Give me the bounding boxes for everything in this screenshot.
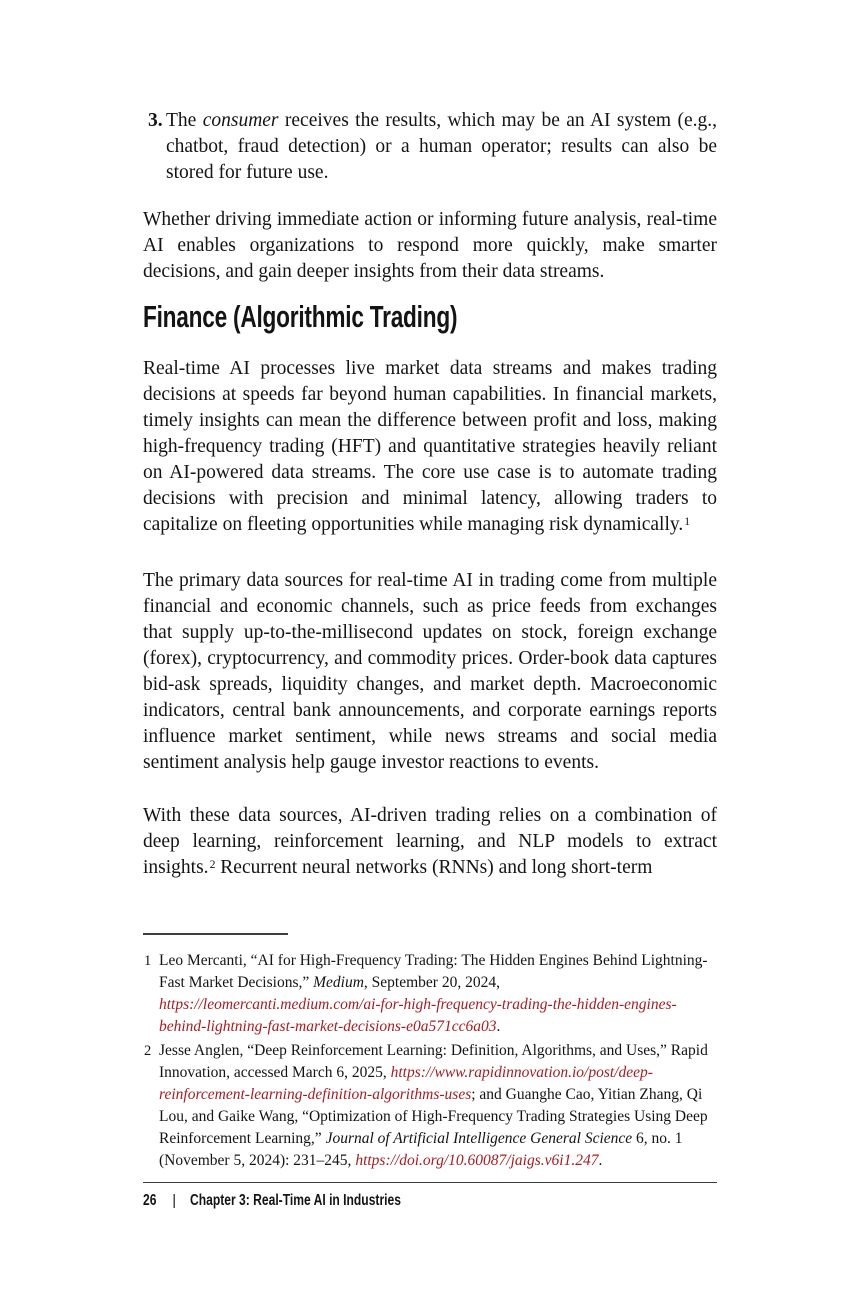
text-run: consumer — [202, 110, 279, 131]
text-run: The — [166, 110, 203, 131]
section-heading-text: Finance (Algorithmic Trading) — [143, 299, 458, 334]
page-number: 26 — [143, 1192, 157, 1209]
footnote-text — [159, 950, 717, 1038]
footnote-number: 1 — [144, 953, 152, 969]
footer-rule — [143, 1182, 717, 1183]
text-run: Real-time AI processes live market data streams and makes trading decisions at speeds far beyond human capabilities. In financial markets, timely insights can mean the difference between profit and loss, making high-frequency trading (HFT) and quantitative strategies heavily reliant on AI-powered data streams. The core use case is to automate trading decisions with precision and minimal latency, allowing traders to capitalize on fleeting opportunities while managing risk dynamically. — [143, 358, 717, 535]
text-run: Recurrent neural networks (RNNs) and long short-term — [215, 857, 653, 878]
text-run: , September 20, 2024, — [363, 974, 500, 991]
footnote — [143, 950, 717, 1038]
list-item-text — [166, 108, 717, 186]
ordered-list-item — [143, 108, 717, 186]
text-run: . — [496, 1018, 501, 1035]
text-run: Medium — [313, 974, 364, 991]
section-heading — [143, 300, 717, 334]
text-run: 1 — [684, 514, 691, 528]
footnote-number: 2 — [144, 1043, 152, 1059]
footnote-text — [159, 1040, 717, 1172]
text-run: ; and Guanghe Cao, Yitian Zhang, Qi Lou, and Gaike Wang, “Optimization of High-Frequency Trading Strategies Using Deep Reinforcement Learning,” — [159, 1086, 708, 1147]
footnote-separator-rule — [143, 933, 288, 935]
text-run: Journal of Artificial Intelligence General Science — [325, 1130, 633, 1147]
text-run: 2 — [209, 857, 216, 871]
text-run: Jesse Anglen, “Deep Reinforcement Learning: Definition, Algorithms, and Uses,” Rapid Innovation, accessed March 6, 2025, — [159, 1042, 708, 1081]
list-item-number: 3. — [148, 110, 163, 131]
text-run: 6, no. 1 (November 5, 2024): 231–245, — [159, 1130, 683, 1169]
body-paragraph — [143, 356, 717, 540]
text-run: Leo Mercanti, “AI for High-Frequency Trading: The Hidden Engines Behind Lightning-Fast Market Decisions,” — [159, 952, 708, 991]
footer-divider: | — [172, 1192, 177, 1209]
footnote-link[interactable]: https://doi.org/10.60087/jaigs.v6i1.247 — [355, 1152, 599, 1169]
body-paragraph: The primary data sources for real-time AI in trading come from multiple financial and economic channels, such as price feeds from exchanges that supply up-to-the-millisecond updates on stock, foreign exchange (forex), cryptocurrency, and commodity prices. Order-book data captures bid-ask spreads, liquidity changes, and market depth. Macroeconomic indicators, central bank announcements, and corporate earnings reports influence market sentiment, while news streams and social media sentiment analysis help gauge investor reactions to events. — [143, 570, 717, 773]
body-paragraph: Whether driving immediate action or informing future analysis, real-time AI enables organizations to respond more quickly, make smarter decisions, and gain deeper insights from their data streams. — [143, 209, 717, 282]
chapter-title: Chapter 3: Real-Time AI in Industries — [190, 1192, 402, 1209]
text-run: With these data sources, AI-driven trading relies on a combination of deep learning, reinforcement learning, and NLP models to extract insights. — [143, 805, 717, 878]
text-run: receives the results, which may be an AI system (e.g., chatbot, fraud detection) or a human operator; results can also be stored for future use. — [166, 110, 717, 183]
footnote-link[interactable]: https://www.rapidinnovation.io/post/deep-reinforcement-learning-definition-algorithms-uses — [159, 1064, 653, 1103]
footnote-link[interactable]: https://leomercanti.medium.com/ai-for-high-frequency-trading-the-hidden-engines-behind-lightning-fast-market-decisions-e0a571cc6a03 — [159, 996, 677, 1035]
footnote — [143, 1040, 717, 1172]
page-footer — [143, 1191, 717, 1211]
text-run: . — [598, 1152, 603, 1169]
body-paragraph — [143, 803, 717, 883]
